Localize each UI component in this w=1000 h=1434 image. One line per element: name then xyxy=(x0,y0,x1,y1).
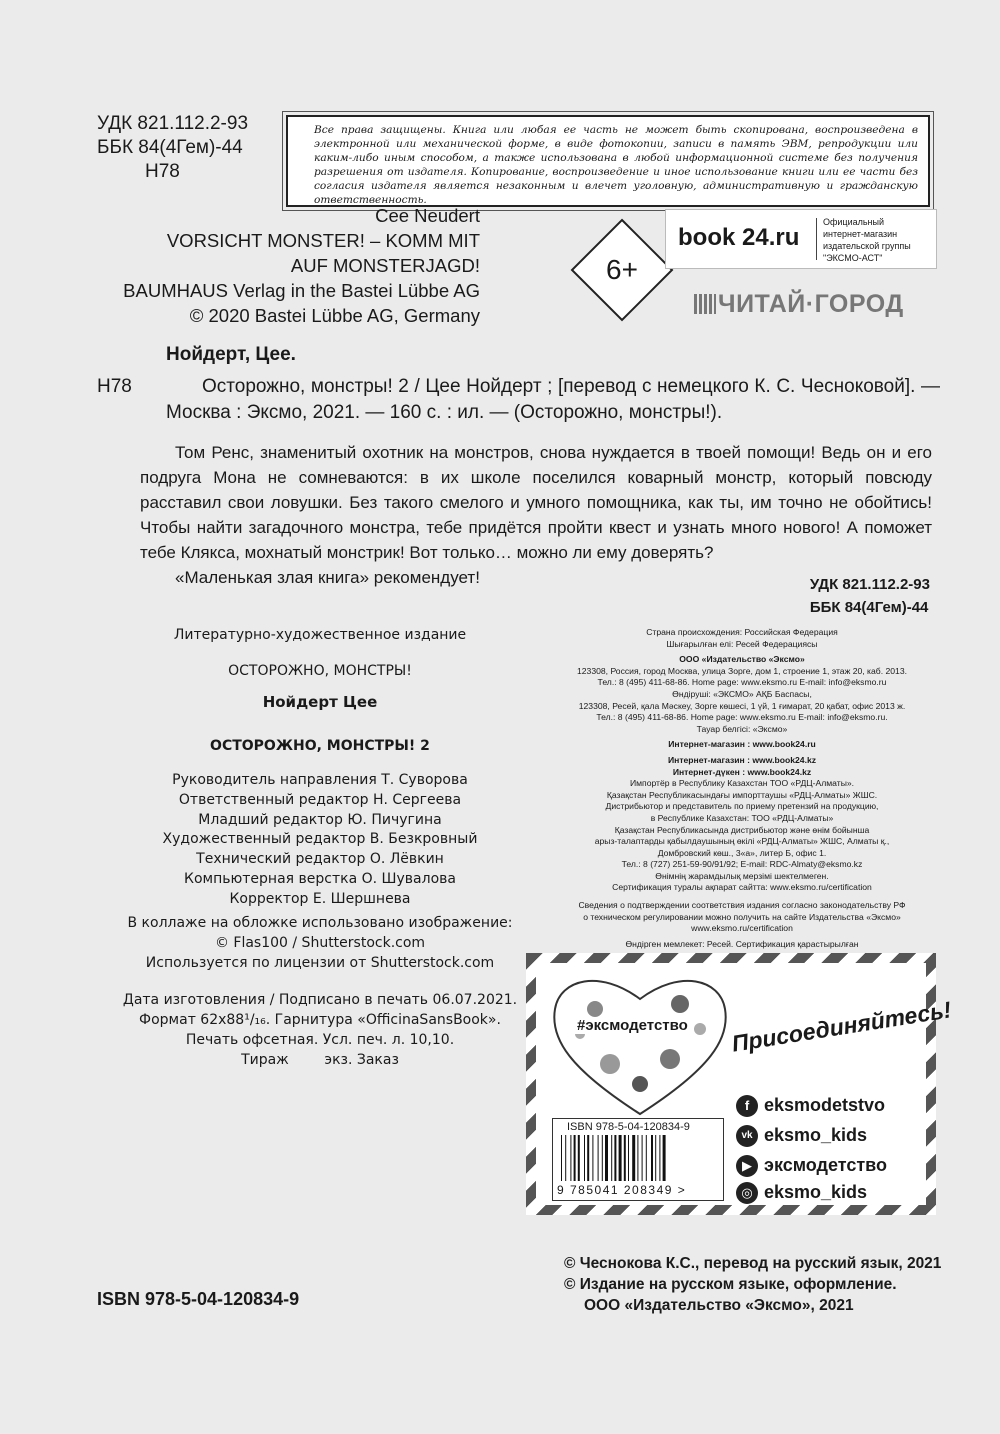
barcode-bar xyxy=(574,1135,576,1181)
publisher-line: Интернет-магазин : www.book24.ru xyxy=(668,739,816,750)
imprint-title: ОСТОРОЖНО, МОНСТРЫ! 2 xyxy=(210,738,430,754)
barcode-bar xyxy=(619,1135,622,1181)
barcode-number: 9 785041 208349 > xyxy=(557,1183,687,1197)
image-credits: В коллаже на обложке использовано изображение: © Flas100 / Shutterstock.com Используется по лицензии от Shutterstock.com xyxy=(127,915,513,971)
publisher-line: Тел.: 8 (727) 251-59-90/91/92; E-mail: RDC-Almaty@eksmo.kz xyxy=(621,859,863,870)
series: ОСТОРОЖНО, МОНСТРЫ! xyxy=(228,663,412,679)
barcode-bar xyxy=(570,1135,571,1181)
imprint-author: Нойдерт Цее xyxy=(262,693,378,711)
barcode-bar xyxy=(655,1135,656,1181)
barcode-bar xyxy=(611,1135,612,1181)
barcode-bar xyxy=(584,1135,585,1181)
publisher-line: Импортёр в Республику Казахстан ТОО «РДЦ-Алматы». xyxy=(629,778,855,789)
publisher-line: ООО «Издательство «Эксмо» xyxy=(679,654,805,665)
author-heading: Нойдерт, Цее. xyxy=(166,344,296,365)
publisher-line: 123308, Россия, город Москва, улица Зорге, дом 1, строение 1, этаж 20, каб. 2013. xyxy=(577,665,907,676)
original-title-2: AUF MONSTERJAGD! xyxy=(290,255,480,276)
barcode-bar xyxy=(628,1135,629,1181)
chitai-gorod-logo: ЧИТАЙ·ГОРОД xyxy=(694,290,904,319)
publisher-line: Сведения о подтверждении соответствия издания согласно законодательству РФ xyxy=(578,900,906,911)
social-vk[interactable]: vk eksmo_kids xyxy=(736,1125,867,1147)
instagram-icon: ◎ xyxy=(736,1182,758,1204)
barcode-bar xyxy=(598,1135,599,1181)
barcode-bar xyxy=(614,1135,616,1181)
book24-wordmark: book 24.ru xyxy=(678,224,800,251)
barcode-bar xyxy=(561,1135,562,1181)
udk-block xyxy=(97,112,248,184)
chitai-gorod-icon xyxy=(694,294,716,314)
barcode-bar xyxy=(592,1135,593,1181)
barcode-bar xyxy=(578,1135,580,1181)
publisher-line: Тел.: 8 (495) 411-68-86. Home page: www.eksmo.ru E-mail: info@eksmo.ru. xyxy=(596,712,888,723)
publisher-line: Тауар белгісі: «Эксмо» xyxy=(696,723,788,734)
publisher-line: в Республике Казахстан: ТОО «РДЦ-Алматы» xyxy=(650,812,834,823)
social-instagram[interactable]: ◎ eksmo_kids xyxy=(736,1182,867,1204)
udk-block-2: УДК 821.112.2-93 ББК 84(4Гем)-44 xyxy=(809,576,930,616)
publisher-line: Тел.: 8 (495) 411-68-86. Home page: www.eksmo.ru E-mail: info@eksmo.ru xyxy=(597,677,887,688)
facebook-icon: f xyxy=(736,1095,758,1117)
barcode-bar xyxy=(624,1135,626,1181)
youtube-icon: ▶ xyxy=(736,1155,758,1177)
annotation xyxy=(140,440,932,590)
original-copyright: © 2020 Bastei Lübbe AG, Germany xyxy=(189,305,480,326)
promo-title: Присоединяйтесь! xyxy=(730,996,953,1057)
book24-description: Официальный интернет-магазин издательской группы "ЭКСМО-АСТ" xyxy=(823,217,911,263)
barcode-bar xyxy=(663,1135,666,1181)
genre: Литературно-художественное издание xyxy=(173,627,467,643)
author-mark-2: Н78 xyxy=(97,376,132,397)
print-info: Дата изготовления / Подписано в печать 06.07.2021. Формат 62х88¹/₁₆. Гарнитура «OfficinaSansBook». Печать офсетная. Усл. печ. л. 10,10. Тираж экз. Заказ xyxy=(122,992,518,1068)
publisher-line: арыз-талаптарды қабылдаушының өкілі «РДЦ-Алматы» ЖШС, Алматы қ., xyxy=(594,836,890,847)
barcode-bar xyxy=(602,1135,603,1181)
annotation-recommendation: «Маленькая злая книга» рекомендует! xyxy=(175,568,480,587)
rights-notice: Все права защищены. Книга или любая ее часть не может быть скопирована, воспроизведена в электронной или механической форме, в виде фотокопии, записи в память ЭВМ, репродукции или каким-либо иным способом, а также использована в любой информационной системе без получения разрешения от издателя. Копирование, воспроизведение и иное использование книги или ее части без согласия издателя является незаконным и влечет уголовную, административную и гражданскую ответственность. xyxy=(286,115,930,207)
annotation-text: Том Ренс, знаменитый охотник на монстров, снова нуждается в твоей помощи! Ведь он и его подруга Мона не сомневаются: в их школе поселился коварный монстр, который повсюду расставил свои ловушки. Без такого смелого и умного помощника, как ты, им точно не обойтись! Чтобы найти загадочного монстра, тебе придётся пройти квест и узнать много нового! А поможет тебе Клякса, мохнатый монстрик! Вот только… можно ли ему доверять? xyxy=(140,443,932,562)
publisher-line: Өндіруші: «ЭКСМО» АҚБ Баспасы, xyxy=(672,688,812,699)
barcode-bar xyxy=(605,1135,608,1181)
heart-icon xyxy=(550,969,730,1119)
original-title-1: VORSICHT MONSTER! – KOMM MIT xyxy=(166,230,480,251)
publisher-line: Сертификация туралы ақпарат сайтта: www.eksmo.ru/certification xyxy=(612,882,872,893)
heart-hashtag: #эксмодетство xyxy=(574,1017,691,1034)
barcode-bar xyxy=(637,1135,638,1181)
social-facebook[interactable]: f eksmodetstvo xyxy=(736,1095,885,1117)
publisher-line: 123308, Ресей, қала Мәскеу, Зорге көшесі, 1 үй, 1 ғимарат, 20 қабат, офис 2013 ж. xyxy=(578,700,906,711)
copyright: © Чеснокова К.С., перевод на русский язык, 2021 © Издание на русском языке, оформление. ООО «Издательство «Эксмо», 2021 xyxy=(564,1255,942,1314)
social-youtube[interactable]: ▶ эксмодетство xyxy=(736,1155,887,1177)
vk-icon: vk xyxy=(736,1125,758,1147)
barcode-bar xyxy=(565,1135,566,1181)
udk-code: УДК 821.112.2-93 xyxy=(97,113,249,134)
publisher-line: Интернет-магазин : www.book24.kz xyxy=(667,754,817,765)
publisher-line: Өнімнің жарамдылық мерзімі шектелмеген. xyxy=(655,870,829,881)
publisher-line: Шығарылған елі: Ресей Федерациясы xyxy=(666,638,818,649)
bbk-code: ББК 84(4Гем)-44 xyxy=(97,137,243,158)
book24-logo xyxy=(665,209,937,269)
barcode-isbn: ISBN 978-5-04-120834-9 xyxy=(567,1121,690,1133)
barcode-bar xyxy=(632,1135,635,1181)
publisher-line: о техническом регулировании можно получить на сайте Издательства «Эксмо» xyxy=(583,911,901,922)
barcode-bar xyxy=(651,1135,653,1181)
barcode-bar xyxy=(659,1135,660,1181)
isbn: ISBN 978-5-04-120834-9 xyxy=(97,1289,300,1309)
original-publisher: BAUMHAUS Verlag in the Bastei Lübbe AG xyxy=(123,280,480,301)
publisher-line: Дистрибьютор и представитель по приему претензий на продукцию, xyxy=(605,801,879,812)
publisher-line: Өндірген мемлекет: Ресей. Сертификация қарастырылған xyxy=(625,938,859,949)
publisher-line: Қазақстан Республикасындағы импорттаушы «РДЦ-Алматы» ЖШС. xyxy=(606,789,878,800)
promo-card xyxy=(526,953,953,1215)
original-edition xyxy=(123,203,480,328)
barcode-bar xyxy=(646,1135,647,1181)
bibliographic-record: Осторожно, монстры! 2 / Цее Нойдерт ; [перевод с немецкого К. С. Чесноковой]. — Москва : Эксмо, 2021. — 160 с. : ил. — (Осторожно, монстры!). xyxy=(166,376,940,423)
barcode xyxy=(552,1118,724,1201)
publisher-line: Страна происхождения: Российская Федерация xyxy=(646,627,838,637)
author-mark: Н78 xyxy=(145,161,180,182)
original-author: Cee Neudert xyxy=(375,205,480,226)
barcode-bar xyxy=(642,1135,643,1181)
publisher-line: Домбровский көш., 3«а», литер Б, офис 1. xyxy=(657,847,827,858)
age-rating-badge xyxy=(570,218,674,322)
publisher-line: Интернет-дүкен : www.book24.kz xyxy=(672,766,812,777)
publisher-info xyxy=(568,627,916,950)
age-rating: 6+ xyxy=(606,254,638,285)
publisher-line: www.eksmo.ru/certification xyxy=(691,923,793,934)
barcode-bar xyxy=(587,1135,589,1181)
publisher-line: Қазақстан Республикасында дистрибьютор және өнім бойынша xyxy=(614,824,870,835)
staff-list: Руководитель направления Т. Суворова Ответственный редактор Н. Сергеева Младший редактор Ю. Пичугина Художественный редактор В. Безкровный Технический редактор О. Лёвкин Компьютерная верстка О. Шувалова Корректор Е. Шершнева xyxy=(162,772,478,907)
